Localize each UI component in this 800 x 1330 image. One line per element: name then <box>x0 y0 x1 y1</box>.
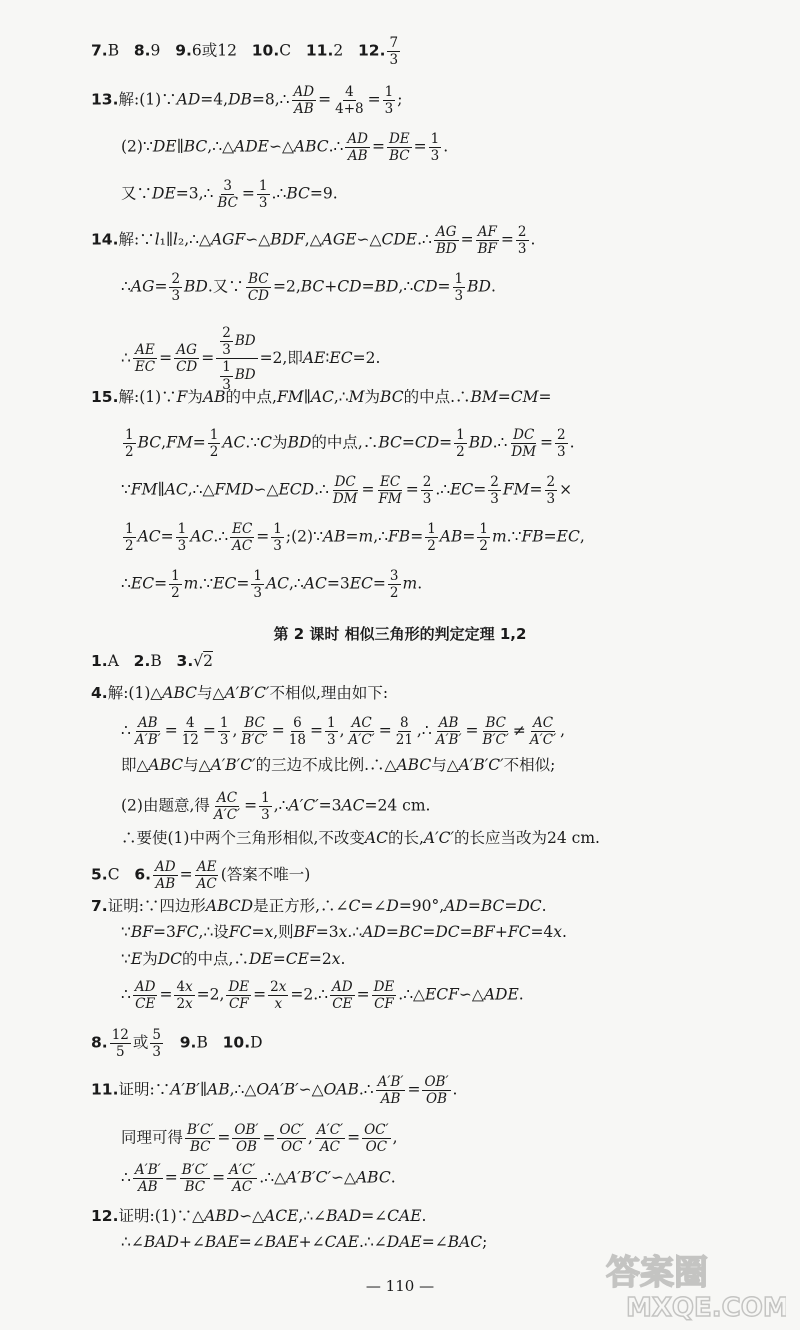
q14-line-3: ∴ $\frac{AE}{EC}$ = $\frac{AG}{CD}$ = $\frac{2}{3}$ BD $\frac{1}{3}$ BD =2,即AE∶EC=2. <box>121 325 381 393</box>
q4-line-3: 即△ABC与△A′B′C′的三边不成比例.∴△ABC与△A′B′C′不相似; <box>121 756 556 774</box>
q11-line-1: 11.证明:∵A′B′∥AB,∴△OA′B′∽△OAB.∴ $\frac{A'B'}{AB}$ = $\frac{OB'}{OB}$ . <box>91 1074 458 1108</box>
answer-line-8-10: 8. $\frac{12}{5}$ 或 $\frac{5}{3}$ 9.B 10.D <box>91 1027 263 1061</box>
q7-line-3: ∵E为DC的中点,∴DE=CE=2x. <box>121 950 346 968</box>
q7-line-2: ∵BF=3FC,∴设FC=x,则BF=3x.∴AD=BC=DC=BF+FC=4x. <box>121 923 567 941</box>
q14-line-1: 14.解:∵l₁∥l₂,∴△AGF∽△BDF,△AGE∽△CDE.∴ $\frac{AG}{BD}$ = $\frac{AF}{BF}$ = $\frac{2}{3}$ . <box>91 224 536 258</box>
q4-line-1: 4.解:(1)△ABC与△A′B′C′不相似,理由如下: <box>91 684 389 702</box>
q15-line-2: $\frac{1}{2}$ BC,FM= $\frac{1}{2}$ AC.∵C为BD的中点,∴BC=CD= $\frac{1}{2}$ BD.∴ $\frac{DC}{DM}$ = $\frac{2}{3}$ . <box>125 427 575 461</box>
q4-line-2: ∴ $\frac{AB}{A'B'}$ = $\frac{4}{12}$ = $\frac{1}{3}$ , $\frac{BC}{B'C'}$ = $\frac{6}{18}$ = $\frac{1}{3}$ , $\frac{AC}{A'C'}$ = $\frac{8}{21}$ ,∴ $\frac{AB}{A'B'}$ = $\frac{BC}{B'C'}$ ≠ $\frac{AC}{A'C'}$ , <box>121 715 566 749</box>
q15-line-1: 15.解:(1)∵F为AB的中点,FM∥AC,∴M为BC的中点.∴BM=CM= <box>91 388 552 406</box>
q12-line-1: 12.证明:(1)∵△ABD∽△ACE,∴∠BAD=∠CAE. <box>91 1207 427 1225</box>
q13-line-2: (2)∵DE∥BC,∴△ADE∽△ABC.∴ $\frac{AD}{AB}$ = $\frac{DE}{BC}$ = $\frac{1}{3}$ . <box>121 131 449 165</box>
q7-line-1: 7.证明:∵四边形ABCD是正方形,∴∠C=∠D=90°,AD=BC=DC. <box>91 897 547 915</box>
section-title: 第 2 课时 相似三角形的判定定理 1,2 <box>273 625 527 643</box>
q4-line-4: (2)由题意,得 $\frac{AC}{A'C'}$ = $\frac{1}{3}$ ,∴A′C′=3AC=24 cm. <box>121 790 431 824</box>
page-number: — 110 — <box>365 1277 435 1295</box>
q13-line-3: 又∵DE=3,∴ $\frac{3}{BC}$ = $\frac{1}{3}$ .∴BC=9. <box>121 178 338 212</box>
svg-text:答案圈: 答案圈 <box>606 1253 708 1293</box>
q15-line-5: ∴EC= $\frac{1}{2}$ m.∵EC= $\frac{1}{3}$ AC,∴AC=3EC= $\frac{3}{2}$ m. <box>121 568 423 602</box>
answer-line-5-6: 5.C 6. $\frac{AD}{AB}$ = $\frac{AE}{AC}$ (答案不唯一) <box>91 859 311 893</box>
q7-line-4: ∴ $\frac{AD}{CE}$ = $\frac{4x}{2x}$ =2, $\frac{DE}{CF}$ = $\frac{2x}{x}$ =2.∴ $\frac{AD}{CE}$ = $\frac{DE}{CF}$ .∴△ECF∽△ADE. <box>121 979 524 1013</box>
watermark-logo <box>596 1244 786 1324</box>
answer-line-1-3: 1.A 2.B 3.√2 <box>91 652 213 670</box>
q13-line-1: 13.解:(1)∵AD=4,DB=8,∴ $\frac{AD}{AB}$ = $\frac{4}{4+8}$ = $\frac{1}{3}$ ; <box>91 84 403 118</box>
q12-line-2: ∴∠BAD+∠BAE=∠BAE+∠CAE.∴∠DAE=∠BAC; <box>121 1233 488 1251</box>
q15-line-3: ∵FM∥AC,∴△FMD∽△ECD.∴ $\frac{DC}{DM}$ = $\frac{EC}{FM}$ = $\frac{2}{3}$ .∴EC= $\frac{2}{3}$ FM= $\frac{2}{3}$ × <box>121 474 573 508</box>
q15-line-4: $\frac{1}{2}$ AC= $\frac{1}{3}$ AC.∴ $\frac{EC}{AC}$ = $\frac{1}{3}$ ;(2)∵AB=m,∴FB= $\frac{1}{2}$ AB= $\frac{1}{2}$ m.∵FB=EC, <box>125 521 585 555</box>
svg-text:MXQE.COM: MXQE.COM <box>626 1293 786 1323</box>
q14-line-2: ∴AG= $\frac{2}{3}$ BD.又∵ $\frac{BC}{CD}$ =2,BC+CD=BD,∴CD= $\frac{1}{3}$ BD. <box>121 271 496 305</box>
q4-line-5: ∴要使(1)中两个三角形相似,不改变AC的长,A′C′的长应当改为24 cm. <box>121 829 600 847</box>
answer-line-7-12: 7.B 8.9 9.6或12 10.C 11.2 12. $\frac{7}{3}$ <box>91 35 399 69</box>
q11-line-3: ∴ $\frac{A'B'}{AB}$ = $\frac{B'C'}{BC}$ = $\frac{A'C'}{AC}$ .∴△A′B′C′∽△ABC. <box>121 1162 396 1196</box>
q11-line-2: 同理可得 $\frac{B'C'}{BC}$ = $\frac{OB'}{OB}$ = $\frac{OC'}{OC}$ , $\frac{A'C'}{AC}$ = $\frac{OC'}{OC}$ , <box>121 1122 398 1156</box>
